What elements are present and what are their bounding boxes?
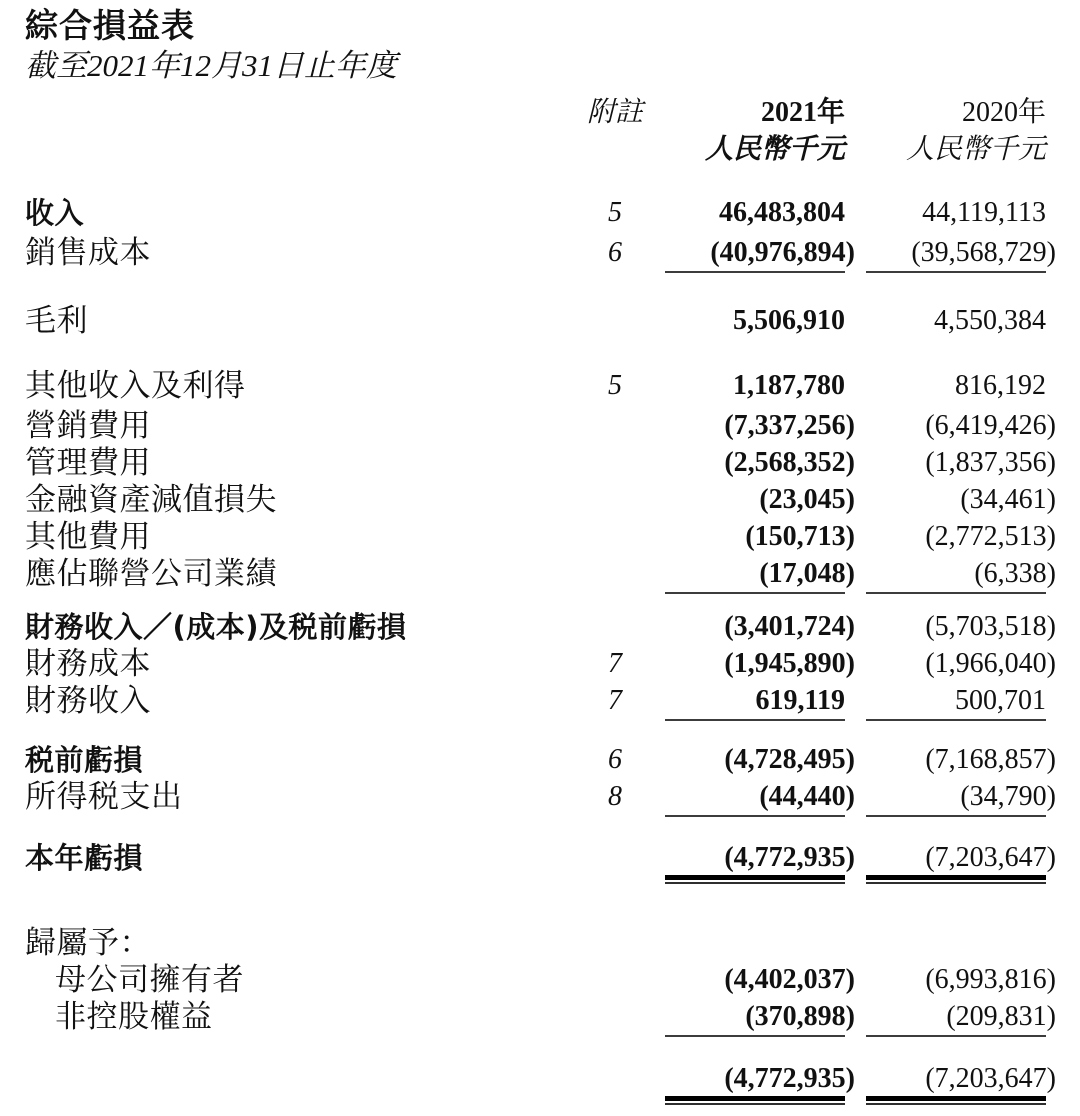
amount-2021-value: (23,045) (759, 484, 855, 515)
statement-row (25, 841, 1080, 878)
row-label-value: 收入 (25, 196, 85, 230)
row-label (25, 236, 580, 273)
gap-spacer (650, 131, 665, 168)
column-gap (845, 483, 866, 520)
note-ref (580, 963, 650, 1000)
amount-2020-value: (6,338) (974, 558, 1056, 589)
statement-row (25, 409, 1080, 446)
row-label (25, 684, 580, 721)
year-2020-header: 2020年 (961, 97, 1046, 128)
amount-2020 (866, 1000, 1056, 1037)
note-column-header: 附註 (586, 97, 643, 128)
note-ref (580, 557, 650, 594)
note-column-spacer (580, 131, 650, 168)
amount-2020-value: (34,790) (960, 781, 1056, 812)
column-gap (650, 409, 665, 446)
note-ref-value: 8 (608, 781, 622, 812)
page-subtitle: 截至2021年12月31日止年度 (25, 48, 397, 83)
gap-spacer (845, 131, 866, 168)
amount-2021-value: 1,187,780 (733, 370, 845, 401)
row-label (25, 1062, 580, 1101)
row-label-value: 管理費用 (25, 445, 151, 480)
statement-row (25, 780, 1080, 817)
note-ref (580, 841, 650, 880)
note-ref (580, 304, 650, 341)
amount-2021 (665, 963, 855, 1000)
note-ref-value: 7 (608, 685, 622, 716)
amount-2020 (866, 236, 1056, 273)
amount-2021 (665, 743, 855, 780)
note-ref (580, 369, 650, 406)
amount-2020-value: (1,966,040) (925, 648, 1056, 679)
row-label-value: 金融資產減值損失 (25, 482, 277, 517)
statement-row (25, 1062, 1080, 1094)
note-ref (580, 483, 650, 520)
column-gap (650, 304, 665, 341)
year-2021-header: 2021年 (760, 97, 845, 128)
column-gap (650, 196, 665, 233)
amount-2021 (665, 647, 855, 684)
row-label (25, 841, 580, 880)
column-gap (845, 926, 866, 963)
statement-row (25, 369, 1080, 406)
column-gap (650, 557, 665, 594)
row-label-value: 營銷費用 (25, 408, 151, 443)
amount-2020-value: 500,701 (955, 685, 1046, 716)
column-gap (650, 780, 665, 817)
amount-2021 (665, 236, 855, 273)
amount-2020 (866, 841, 1056, 880)
note-ref (580, 520, 650, 557)
row-label (25, 647, 580, 684)
column-gap (650, 841, 665, 880)
row-label-value: 歸屬予： (25, 925, 151, 960)
row-label-value: 其他收入及利得 (25, 368, 246, 403)
amount-2021-value: (4,772,935) (724, 1063, 855, 1094)
amount-2021 (665, 483, 855, 520)
amount-2021-value: 619,119 (755, 685, 845, 716)
column-gap (845, 369, 866, 406)
note-ref (580, 446, 650, 483)
amount-2020-value: (6,993,816) (925, 964, 1056, 995)
row-label (25, 1000, 580, 1037)
column-gap (845, 446, 866, 483)
column-gap (650, 610, 665, 647)
statement-row (25, 196, 1080, 233)
column-gap (650, 1000, 665, 1037)
statement-row (25, 743, 1080, 780)
row-label-value: 税前虧損 (25, 743, 144, 777)
amount-2020 (866, 780, 1056, 817)
amount-2020-value: (2,772,513) (925, 521, 1056, 552)
amount-2021 (665, 446, 855, 483)
column-gap (845, 520, 866, 557)
gap-spacer (650, 94, 665, 131)
amount-2020 (866, 446, 1056, 483)
amount-2021 (665, 684, 845, 721)
statement-row (25, 1000, 1080, 1037)
amount-2020 (866, 963, 1056, 1000)
column-gap (650, 520, 665, 557)
amount-2021-value: (40,976,894) (710, 237, 855, 268)
label-column-spacer (25, 131, 580, 168)
statement-row (25, 236, 1080, 273)
amount-2021-value: (1,945,890) (724, 648, 855, 679)
row-label (25, 304, 580, 341)
column-gap (845, 647, 866, 684)
note-ref-value: 7 (608, 648, 622, 679)
statement-row (25, 647, 1080, 684)
column-gap (845, 684, 866, 721)
amount-2021-value: (7,337,256) (724, 410, 855, 441)
note-ref (580, 926, 650, 963)
row-label (25, 963, 580, 1000)
amount-2020-value: 4,550,384 (934, 305, 1046, 336)
amount-2020 (866, 743, 1056, 780)
statement-row (25, 684, 1080, 721)
column-headers (25, 94, 1080, 168)
note-ref (580, 610, 650, 647)
amount-2021-value: (44,440) (759, 781, 855, 812)
amount-2021-value: 46,483,804 (719, 197, 845, 228)
column-gap (650, 236, 665, 273)
amount-2020-value: (1,837,356) (925, 447, 1056, 478)
column-gap (650, 684, 665, 721)
unit-2021-header: 人民幣千元 (704, 134, 845, 165)
column-header-line-1 (25, 94, 1080, 131)
amount-2021-value: (2,568,352) (724, 447, 855, 478)
row-label-value: 財務收入 (25, 683, 151, 718)
amount-2020-value: (7,203,647) (925, 842, 1056, 873)
amount-2021 (665, 926, 845, 963)
column-header-line-2 (25, 131, 1080, 168)
amount-2021 (665, 520, 855, 557)
column-gap (650, 369, 665, 406)
amount-2020 (866, 610, 1056, 647)
column-gap (845, 1000, 866, 1037)
amount-2021 (665, 841, 855, 880)
note-ref (580, 684, 650, 721)
note-ref (580, 743, 650, 780)
row-label (25, 926, 580, 963)
amount-2020 (866, 647, 1056, 684)
statement-row (25, 520, 1080, 557)
amount-2021 (665, 369, 845, 406)
column-gap (845, 780, 866, 817)
row-label-value: 應佔聯營公司業績 (25, 556, 277, 591)
note-ref (580, 236, 650, 273)
row-label (25, 780, 580, 817)
amount-2021 (665, 557, 855, 594)
column-gap (650, 926, 665, 963)
column-gap (650, 483, 665, 520)
amount-2021-value: (370,898) (745, 1001, 855, 1032)
amount-2021 (665, 304, 845, 341)
note-ref (580, 1000, 650, 1037)
column-gap (845, 610, 866, 647)
note-ref (580, 196, 650, 233)
column-gap (650, 647, 665, 684)
amount-2020 (866, 196, 1046, 233)
column-gap (845, 743, 866, 780)
row-label-value: 銷售成本 (25, 235, 151, 270)
column-gap (845, 963, 866, 1000)
row-label (25, 557, 580, 594)
column-gap (845, 304, 866, 341)
note-ref (580, 409, 650, 446)
note-ref (580, 1062, 650, 1101)
row-label-value: 毛利 (25, 303, 88, 338)
unit-2020-header: 人民幣千元 (905, 134, 1046, 165)
column-gap (845, 557, 866, 594)
amount-2021 (665, 409, 855, 446)
note-ref (580, 647, 650, 684)
column-gap (845, 196, 866, 233)
row-label-value: 財務收入／(成本)及税前虧損 (25, 610, 407, 644)
column-gap (650, 446, 665, 483)
row-label (25, 409, 580, 446)
amount-2020-value: (6,419,426) (925, 410, 1056, 441)
statement-row (25, 926, 1080, 963)
note-ref-value: 6 (608, 237, 622, 268)
amount-2021 (665, 780, 855, 817)
amount-2020-value: (209,831) (946, 1001, 1056, 1032)
amount-2020-value: (5,703,518) (925, 611, 1056, 642)
statement-row (25, 557, 1080, 594)
amount-2020 (866, 926, 1046, 963)
amount-2021 (665, 196, 845, 233)
row-label (25, 446, 580, 483)
amount-2020-value: 816,192 (955, 370, 1046, 401)
statement-row (25, 610, 1080, 647)
amount-2021 (665, 1000, 855, 1037)
row-label (25, 369, 580, 406)
amount-2021-value: (3,401,724) (724, 611, 855, 642)
amount-2020 (866, 520, 1056, 557)
row-label-value: 財務成本 (25, 646, 151, 681)
amount-2021-value: (4,728,495) (724, 744, 855, 775)
statement-table (25, 196, 1080, 1094)
note-ref-value: 6 (608, 744, 622, 775)
gap-spacer (845, 94, 866, 131)
amount-2021 (665, 610, 855, 647)
amount-2021-value: (17,048) (759, 558, 855, 589)
amount-2020-value: (34,461) (960, 484, 1056, 515)
amount-2020-value: (7,203,647) (925, 1063, 1056, 1094)
note-ref (580, 780, 650, 817)
amount-2020 (866, 1062, 1056, 1101)
amount-2020-value: (7,168,857) (925, 744, 1056, 775)
row-label-value: 本年虧損 (25, 841, 144, 875)
column-gap (650, 743, 665, 780)
amount-2020 (866, 369, 1046, 406)
row-label-value: 非控股權益 (55, 999, 213, 1034)
statement-row (25, 963, 1080, 1000)
note-ref-value: 5 (608, 370, 622, 401)
amount-2021-value: (4,402,037) (724, 964, 855, 995)
amount-2021-value: (150,713) (745, 521, 855, 552)
row-label-value: 其他費用 (25, 519, 151, 554)
amount-2020 (866, 304, 1046, 341)
label-column-spacer (25, 94, 580, 131)
amount-2021-value: (4,772,935) (724, 842, 855, 873)
amount-2021-value: 5,506,910 (733, 305, 845, 336)
row-label (25, 610, 580, 647)
column-gap (650, 963, 665, 1000)
column-gap (845, 236, 866, 273)
column-gap (845, 409, 866, 446)
row-label-value: 所得税支出 (25, 779, 183, 814)
row-label-value: 母公司擁有者 (55, 962, 244, 997)
row-label (25, 743, 580, 780)
amount-2020 (866, 684, 1046, 721)
amount-2020 (866, 557, 1056, 594)
page-title: 綜合損益表 (25, 6, 195, 45)
row-label (25, 483, 580, 520)
statement-row (25, 304, 1080, 341)
note-ref-value: 5 (608, 197, 622, 228)
statement-row (25, 483, 1080, 520)
amount-2020 (866, 409, 1056, 446)
statement-row (25, 446, 1080, 483)
row-label (25, 520, 580, 557)
amount-2020-value: 44,119,113 (922, 197, 1046, 228)
column-gap (650, 1062, 665, 1101)
amount-2020 (866, 483, 1056, 520)
row-label (25, 196, 580, 233)
amount-2020-value: (39,568,729) (911, 237, 1056, 268)
amount-2021 (665, 1062, 855, 1101)
